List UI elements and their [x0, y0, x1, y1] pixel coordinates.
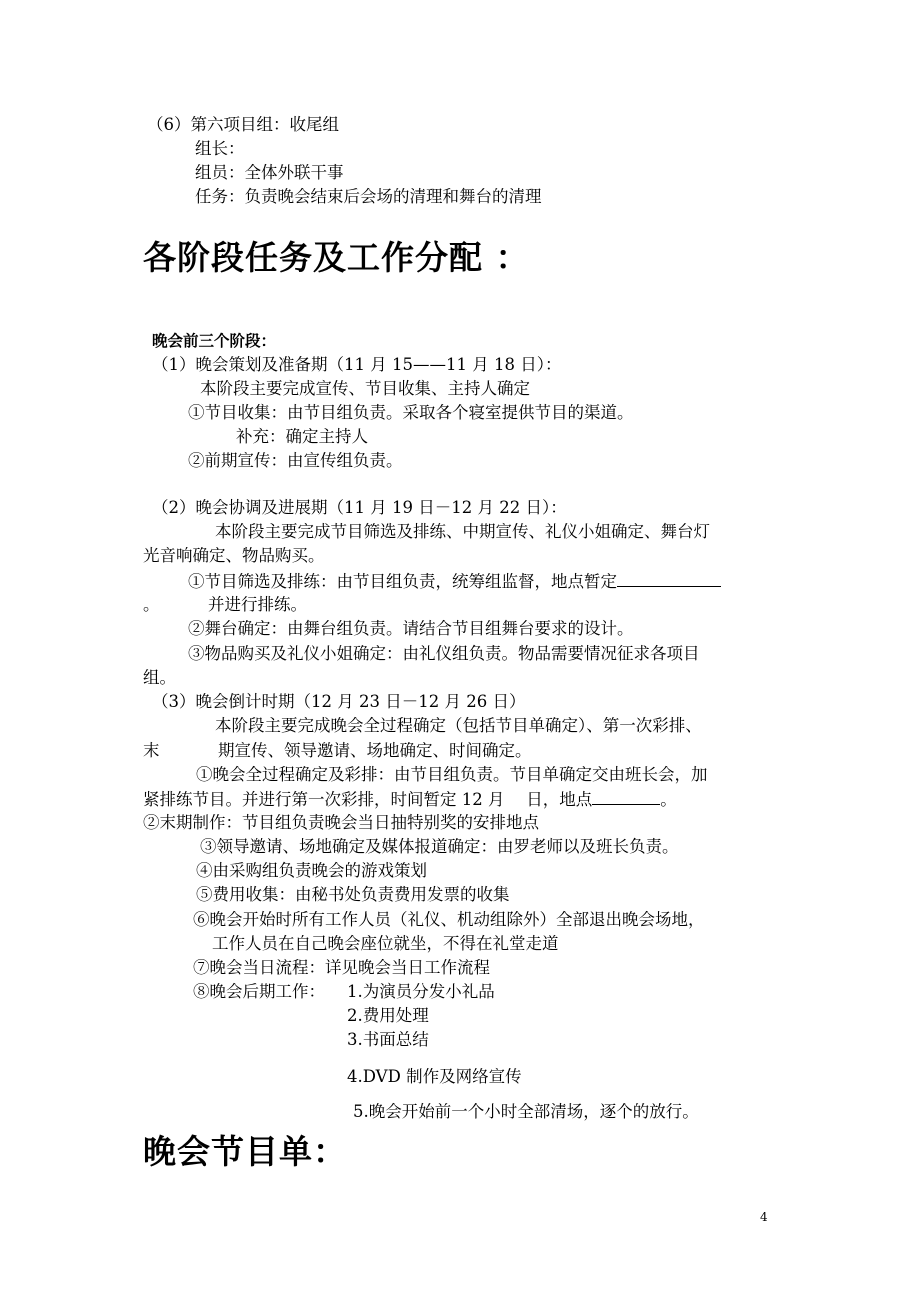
stage-1-item-2: ②前期宣传：由宣传组负责。 [188, 451, 403, 470]
stage-3-item-6-cont: 工作人员在自己晚会座位就坐，不得在礼堂走道 [212, 934, 559, 953]
venue-blank-line [617, 570, 721, 587]
stage-3-item-1-period: 。 [660, 790, 677, 809]
section-6-title: （6）第六项目组：收尾组 [147, 115, 339, 134]
stage-3-item-8: ⑧晚会后期工作： [193, 982, 325, 1001]
stage-2-summary-1: 本阶段主要完成节目筛选及排练、中期宣传、礼仪小姐确定、舞台灯 [215, 522, 710, 541]
group-leader-line: 组长： [195, 139, 245, 158]
post-work-3: 3.书面总结 [347, 1030, 429, 1049]
stage-3-item-1-cont-text: 紧排练节目。并进行第一次彩排，时间暂定 12 月 日，地点 [143, 790, 593, 809]
pre-show-stages-label: 晚会前三个阶段： [152, 332, 277, 350]
stage-3-summary-2b: 期宣传、领导邀请、场地确定、时间确定。 [218, 741, 532, 760]
stage-2-summary-2: 光音响确定、物品购买。 [143, 546, 325, 565]
stage-3-item-6: ⑥晚会开始时所有工作人员（礼仪、机动组除外）全部退出晚会场地， [193, 910, 705, 929]
stage-3-summary-2a: 末 [143, 741, 160, 760]
stage-2-item-1-text: ①节目筛选及排练：由节目组负责，统筹组监督，地点暂定 [188, 572, 617, 591]
stage-1-summary: 本阶段主要完成宣传、节目收集、主持人确定 [200, 379, 530, 398]
heading-program-list: 晚会节目单： [143, 1132, 347, 1171]
stage-2-item-1 [188, 570, 721, 593]
stage-2-item-3-cont: 组。 [143, 668, 176, 687]
stage-3-item-5: ⑤费用收集：由秘书处负责费用发票的收集 [196, 885, 510, 904]
heading-stage-tasks: 各阶段任务及工作分配 ： [143, 238, 530, 277]
stage-3-summary-1: 本阶段主要完成晚会全过程确定（包括节目单确定）、第一次彩排、 [215, 716, 702, 735]
stage-2-title: （2）晚会协调及进展期（11 月 19 日－12 月 22 日）： [152, 498, 567, 517]
group-members-line: 组员：全体外联干事 [195, 163, 344, 182]
stage-2-item-1-period: 。 [143, 595, 160, 614]
stage-3-item-7: ⑦晚会当日流程：详见晚会当日工作流程 [193, 958, 490, 977]
stage-3-item-2: ②末期制作：节目组负责晚会当日抽特别奖的安排地点 [143, 813, 539, 832]
stage-2-item-3: ③物品购买及礼仪小姐确定：由礼仪组负责。物品需要情况征求各项目 [188, 644, 700, 663]
stage-3-item-3: ③领导邀请、场地确定及媒体报道确定：由罗老师以及班长负责。 [200, 837, 679, 856]
stage-3-title: （3）晚会倒计时期（12 月 23 日－12 月 26 日） [152, 692, 526, 711]
location-blank-line [592, 788, 660, 805]
stage-2-item-1-cont: 并进行排练。 [208, 595, 307, 614]
stage-1-item-1: ①节目收集：由节目组负责。采取各个寝室提供节目的渠道。 [188, 403, 634, 422]
stage-3-item-1: ①晚会全过程确定及彩排：由节目组负责。节目单确定交由班长会，加 [196, 765, 708, 784]
group-task-line: 任务：负责晚会结束后会场的清理和舞台的清理 [195, 187, 542, 206]
post-work-2: 2.费用处理 [347, 1006, 429, 1025]
page-number: 4 [760, 1210, 768, 1224]
stage-2-item-2: ②舞台确定：由舞台组负责。请结合节目组舞台要求的设计。 [188, 619, 634, 638]
post-work-5: 5.晚会开始前一个小时全部清场，逐个的放行。 [353, 1102, 699, 1121]
post-work-1: 1.为演员分发小礼品 [347, 982, 495, 1001]
stage-3-item-4: ④由采购组负责晚会的游戏策划 [196, 861, 427, 880]
stage-1-supplement: 补充：确定主持人 [236, 427, 368, 446]
stage-3-item-1-cont [143, 788, 677, 811]
stage-1-title: （1）晚会策划及准备期（11 月 15——11 月 18 日）： [152, 355, 562, 374]
post-work-4: 4.DVD 制作及网络宣传 [347, 1067, 522, 1086]
